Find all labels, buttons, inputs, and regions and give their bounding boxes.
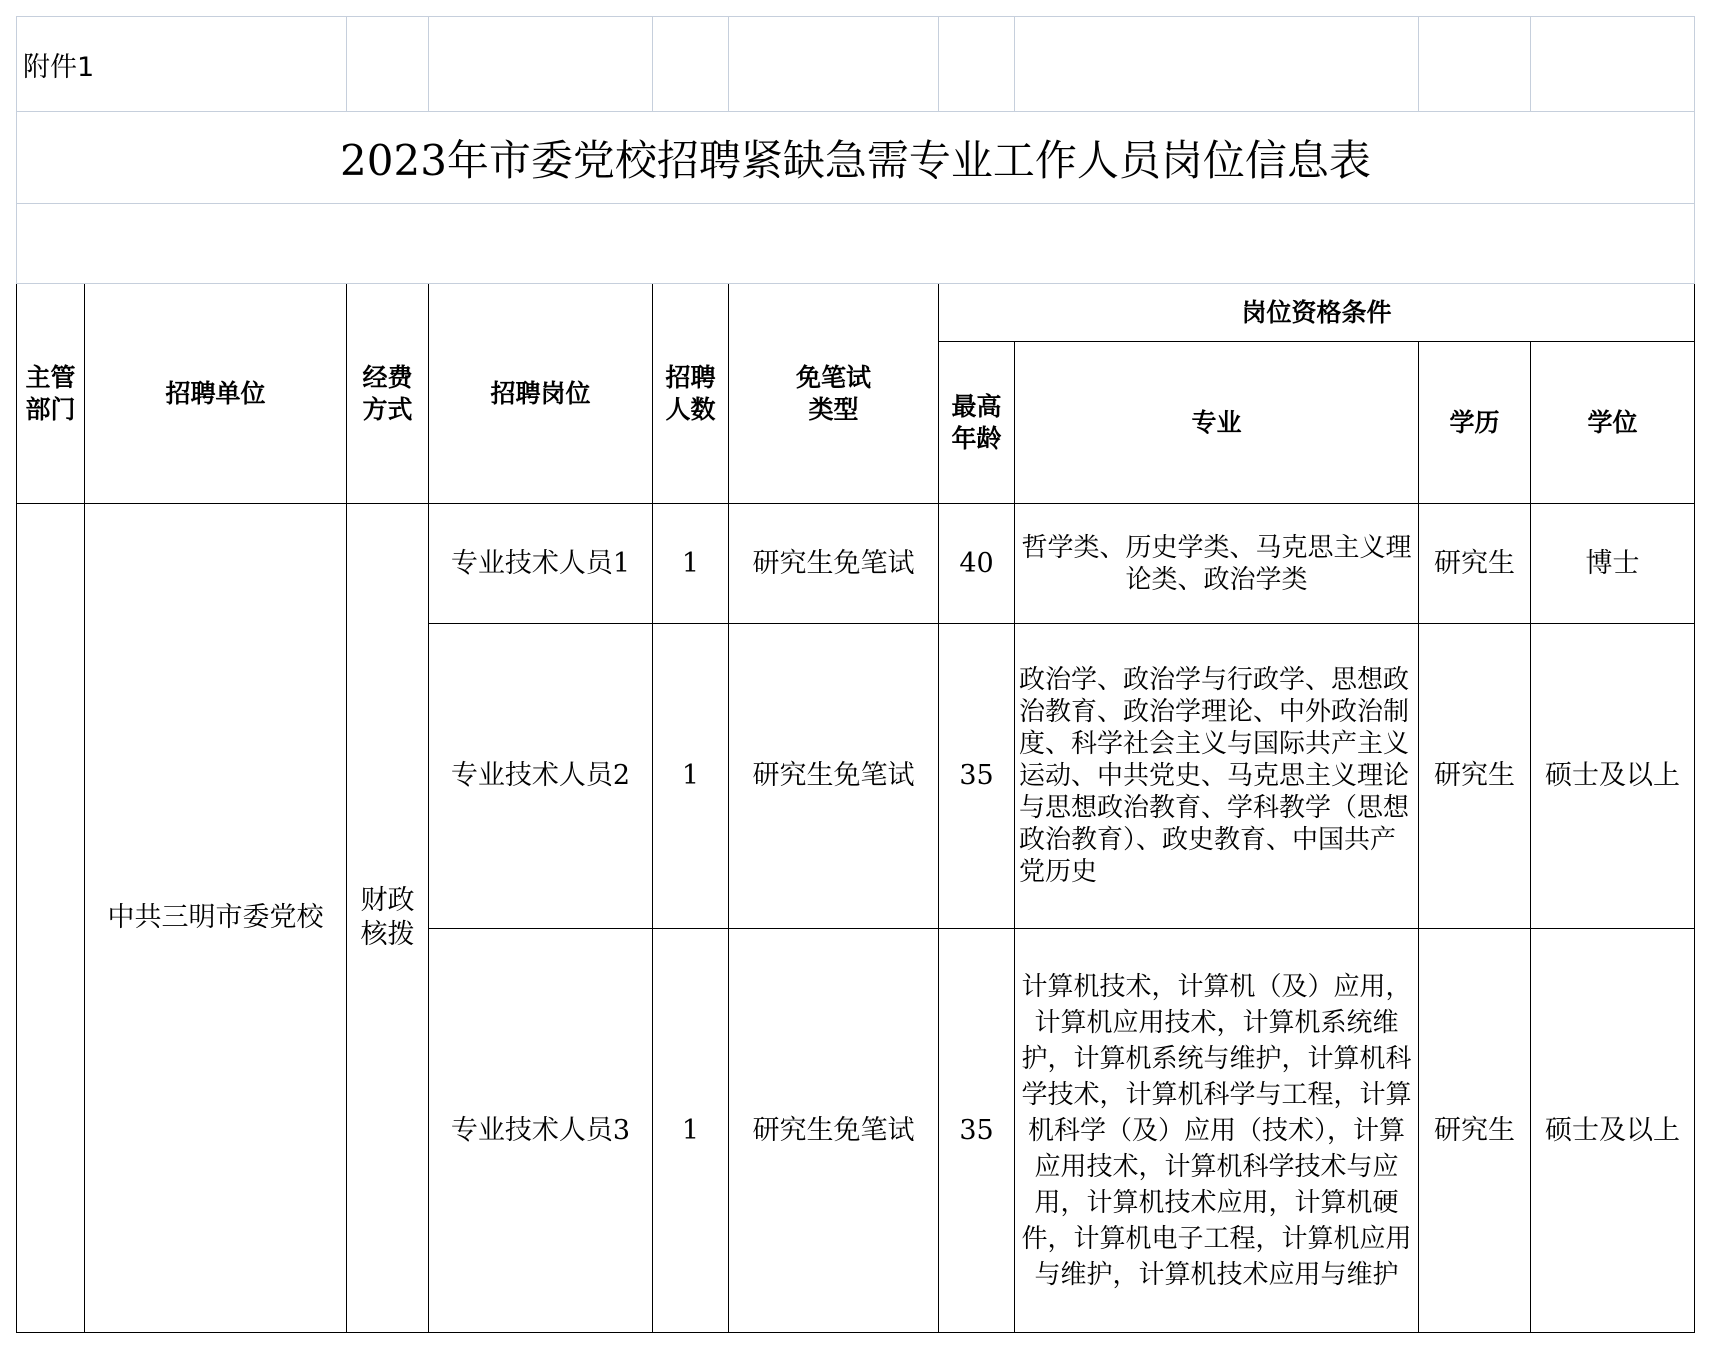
position-cell: 专业技术人员3: [429, 929, 653, 1333]
header-exam-type: 免笔试类型: [729, 284, 939, 504]
exam-type-cell: 研究生免笔试: [729, 504, 939, 624]
attachment-row: [17, 17, 1695, 112]
header-max-age: 最高年龄: [939, 342, 1015, 504]
table-row: [17, 504, 1695, 624]
header-position: 招聘岗位: [429, 284, 653, 504]
funding-cell: 财政核拨: [347, 504, 429, 1333]
major-cell: 政治学、政治学与行政学、思想政治教育、政治学理论、中外政治制度、科学社会主义与国际共产主义运动、中共党史、马克思主义理论与思想政治教育、学科教学（思想政治教育）、政史教育、中国共产党历史: [1015, 624, 1419, 929]
max-age-cell: 35: [939, 929, 1015, 1333]
education-cell: 研究生: [1419, 624, 1531, 929]
header-major: 专业: [1015, 342, 1419, 504]
count-cell: 1: [653, 929, 729, 1333]
position-cell: 专业技术人员2: [429, 624, 653, 929]
header-dept: 主管部门: [17, 284, 85, 504]
max-age-cell: 35: [939, 624, 1015, 929]
education-cell: 研究生: [1419, 929, 1531, 1333]
header-unit: 招聘单位: [85, 284, 347, 504]
unit-cell: 中共三明市委党校: [85, 504, 347, 1333]
max-age-cell: 40: [939, 504, 1015, 624]
recruitment-table: [16, 16, 1695, 1333]
major-cell: 哲学类、历史学类、马克思主义理论类、政治学类: [1015, 504, 1419, 624]
degree-cell: 博士: [1531, 504, 1695, 624]
attachment-label: 附件1: [17, 17, 347, 112]
header-qualifications: 岗位资格条件: [939, 284, 1695, 342]
title-row: [17, 112, 1695, 204]
spacer-row: [17, 204, 1695, 284]
header-education: 学历: [1419, 342, 1531, 504]
header-degree: 学位: [1531, 342, 1695, 504]
page-title: 2023年市委党校招聘紧缺急需专业工作人员岗位信息表: [17, 112, 1695, 204]
dept-cell: [17, 504, 85, 1333]
education-cell: 研究生: [1419, 504, 1531, 624]
position-cell: 专业技术人员1: [429, 504, 653, 624]
header-row-1: [17, 284, 1695, 342]
count-cell: 1: [653, 504, 729, 624]
degree-cell: 硕士及以上: [1531, 929, 1695, 1333]
degree-cell: 硕士及以上: [1531, 624, 1695, 929]
major-cell: 计算机技术，计算机（及）应用，计算机应用技术，计算机系统维护，计算机系统与维护，计算机科学技术，计算机科学与工程，计算机科学（及）应用（技术），计算应用技术，计算机科学技术与应用，计算机技术应用，计算机硬件，计算机电子工程，计算机应用与维护，计算机技术应用与维护: [1015, 929, 1419, 1333]
header-count: 招聘人数: [653, 284, 729, 504]
exam-type-cell: 研究生免笔试: [729, 929, 939, 1333]
header-funding: 经费方式: [347, 284, 429, 504]
exam-type-cell: 研究生免笔试: [729, 624, 939, 929]
count-cell: 1: [653, 624, 729, 929]
